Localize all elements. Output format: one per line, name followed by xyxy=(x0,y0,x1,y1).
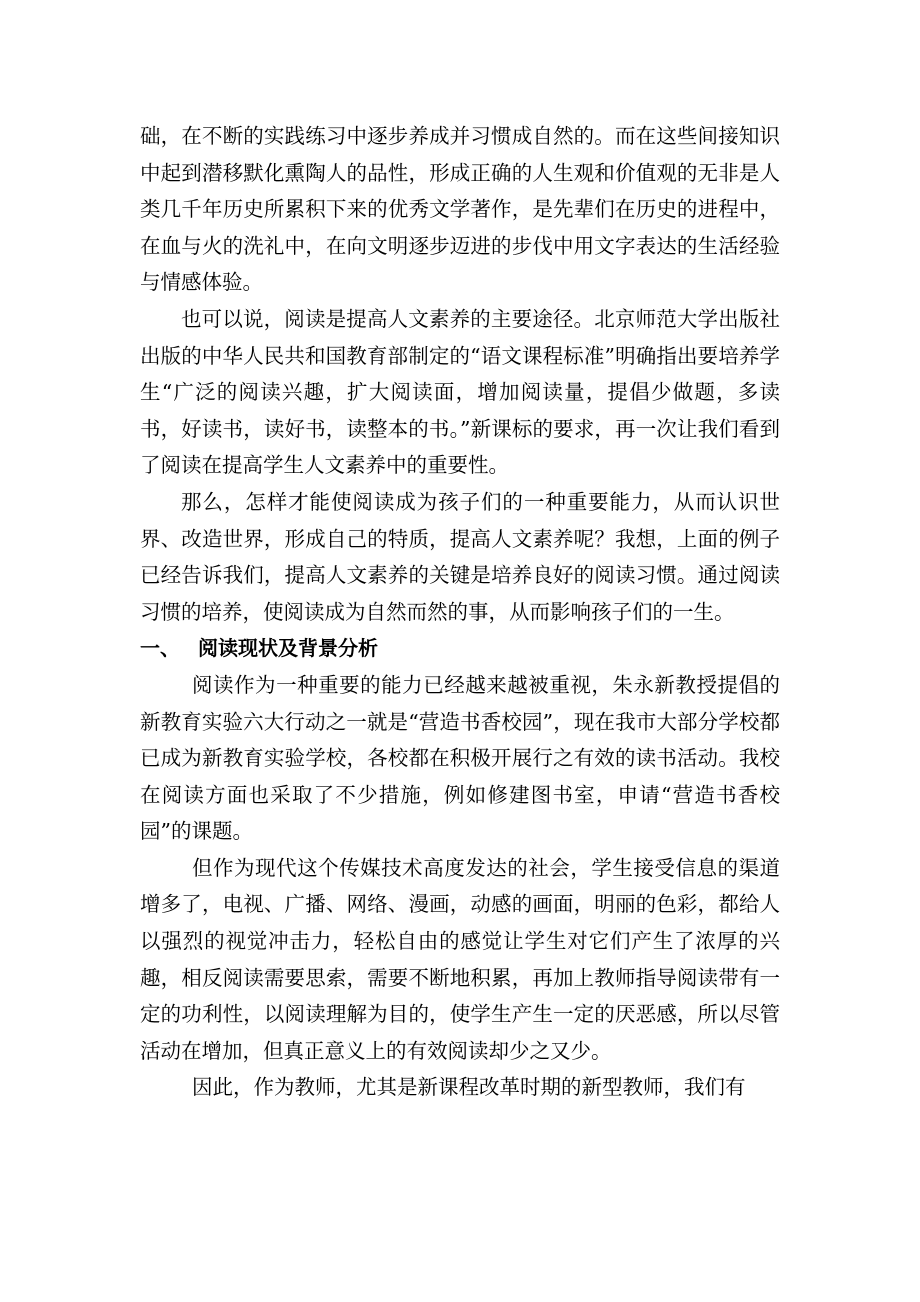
paragraph-reading-habit: 那么，怎样才能使阅读成为孩子们的一种重要能力，从而认识世界、改造世界，形成自己的特质，提高人文素养呢？我想，上面的例子已经告诉我们，提高人文素养的关键是培养良好的阅读习惯。通过阅读习惯的培养，使阅读成为自然而然的事，从而影响孩子们的一生。 xyxy=(140,489,780,624)
paragraph-teacher-role: 因此，作为教师，尤其是新课程改革时期的新型教师，我们有 xyxy=(192,1075,746,1100)
paragraph-continuation: 础，在不断的实践练习中逐步养成并习惯成自然的。而在这些间接知识中起到潜移默化熏陶人的品性，形成正确的人生观和价值观的无非是人类几千年历史所累积下来的优秀文学著作，是先辈们在历史的进程中，在血与火的洗礼中，在向文明逐步迈进的步伐中用文字表达的生活经验与情感体验。 xyxy=(140,124,780,295)
section-heading xyxy=(140,630,780,667)
paragraph-media-society: 但作为现代这个传媒技术高度发达的社会，学生接受信息的渠道增多了，电视、广播、网络、漫画，动感的画面，明丽的色彩，都给人以强烈的视觉冲击力，轻松自由的感觉让学生对它们产生了浓厚的兴趣，相反阅读需要思索，需要不断地积累，再加上教师指导阅读带有一定的功利性，以阅读理解为目的，使学生产生一定的厌恶感，所以尽管活动在增加，但真正意义上的有效阅读却少之又少。 xyxy=(140,855,780,1063)
paragraph-reading-humanities: 也可以说，阅读是提高人文素养的主要途径。北京师范大学出版社出版的中华人民共和国教育部制定的“语文课程标准”明确指出要培养学生“广泛的阅读兴趣，扩大阅读面，增加阅读量，提倡少做题，多读书，好读书，读好书，读整本的书。”新课标的要求，再一次让我们看到了阅读在提高学生人文素养中的重要性。 xyxy=(140,306,780,478)
document-page xyxy=(140,118,780,1106)
section-title: 阅读现状及背景分析 xyxy=(198,636,378,661)
section-number: 一、 xyxy=(140,636,180,661)
paragraph-current-status: 阅读作为一种重要的能力已经越来越被重视，朱永新教授提倡的新教育实验六大行动之一就是“营造书香校园”，现在我市大部分学校都已成为新教育实验学校，各校都在积极开展行之有效的读书活动。我校在阅读方面也采取了不少措施，例如修建图书室，申请“营造书香校园”的课题。 xyxy=(140,672,780,844)
